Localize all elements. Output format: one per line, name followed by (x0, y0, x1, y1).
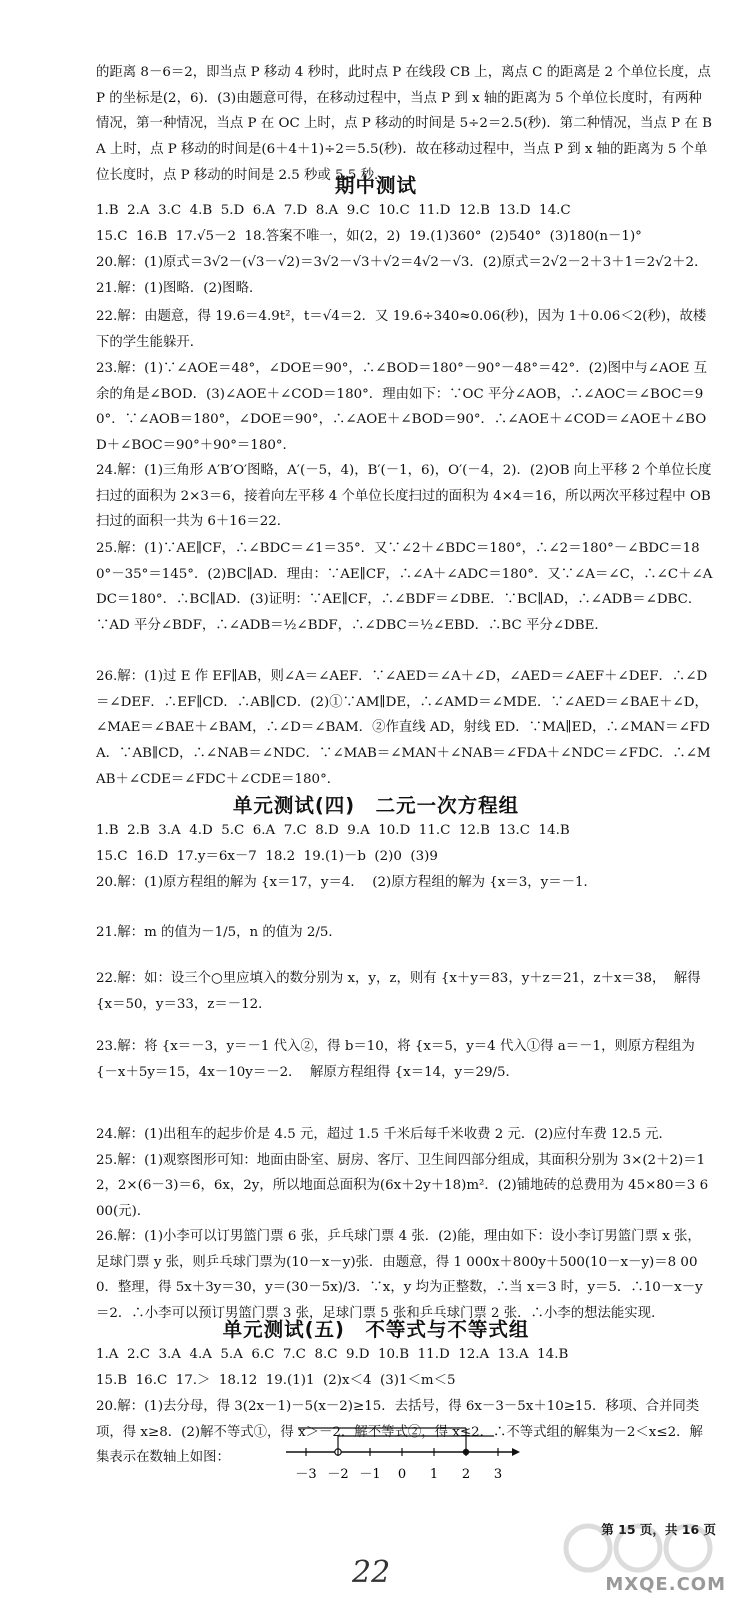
number-line-tick-label: 2 (461, 1467, 471, 1482)
watermark-text: MXQE.COM (605, 1574, 726, 1595)
paragraph-prev-answer: 的距离 8－6＝2，即当点 P 移动 4 秒时，此时点 P 在线段 CB 上，离点 C 的距离是 2 个单位长度，点 P 的坐标是(2，6)．(3)由题意可得，在移动过程中，当点 P 到 x 轴的距离为 5 个单位长度时，有两种情况，第一种情况，当点 P 在 OC 上时，点 P 移动的时间是 5÷2＝2.5(秒)．第二种情况，当点 P 在 BA 上时，点 P 移动的时间是(6＋4＋1)÷2＝5.5(秒)．故在移动过程中，当点 P 到 x 轴的距离为 5 个单位长度时，点 P 移动的时间是 2.5 秒或 5.5 秒． (96, 65, 716, 183)
number-line-tick-label: 3 (493, 1467, 503, 1482)
unit4-choice-answers: 1.B 2.B 3.A 4.D 5.C 6.A 7.C 8.D 9.A 10.D 11.C 12.B 13.C 14.B 15.C 16.D 17.y＝6x－7 18.2 19.(1)－b (2)0 (3)9 (96, 823, 570, 864)
midterm-answer-20-21: 20.解：(1)原式＝3√2－(√3－√2)＝3√2－√3＋√2＝4√2－√3．(2)原式＝2√2－2＋3＋1＝2√2＋2． 21.解：(1)图略．(2)图略． (96, 255, 708, 296)
midterm-answer-26: 26.解：(1)过 E 作 EF∥AB，则∠A＝∠AEF．∵∠AED＝∠A＋∠D，∠AED＝∠AEF＋∠DEF．∴∠D＝∠DEF．∴EF∥CD．∴AB∥CD．(2)①∵AM∥DE，∴∠AMD＝∠MDE．∵∠AED＝∠BAE＋∠D，∠MAE＝∠BAE＋∠BAM，∴∠D＝∠BAM．②作直线 AD，射线 ED．∵MA∥ED，∴∠MAN＝∠FDA．∵AB∥CD，∴∠NAB＝∠NDC．∵∠MAB＝∠MAN＋∠NAB＝∠FDA＋∠NDC＝∠FDC．∴∠MAB＋∠CDE＝∠FDC＋∠CDE＝180°． (96, 669, 711, 787)
unit4-answer-23: 23.解：将 {x＝－3，y＝－1 代入②，得 b＝10，将 {x＝5，y＝4 代入①得 a＝－1，则原方程组为 {－x＋5y＝15，4x－10y＝－2． 解原方程组得 {x＝14，y＝29/5． (96, 1039, 700, 1080)
heading-unit-test-4: 单元测试(四) 二元一次方程组 (232, 794, 520, 817)
number-line-tick-label: 0 (397, 1467, 407, 1482)
midterm-choice-answers: 1.B 2.A 3.C 4.B 5.D 6.A 7.D 8.A 9.C 10.C 11.D 12.B 13.D 14.C 15.C 16.B 17.√5－2 18.答案不唯一，如(2，2) 19.(1)360° (2)540° (3)180(n－1)° (96, 203, 642, 244)
heading-midterm-test: 期中测试 (334, 174, 417, 197)
number-line-tick-label: －3 (295, 1467, 317, 1482)
midterm-answer-24: 24.解：(1)三角形 A′B′O′图略，A′(－5，4)，B′(－1，6)，O′(－4，2)．(2)OB 向上平移 2 个单位长度扫过的面积为 2×3＝6，接着向左平移 4 个单位长度扫过的面积为 4×4＝16，所以两次平移过程中 OB 扫过的面积一共为 6＋16＝22． (96, 463, 716, 530)
number-line-tick-label: －1 (359, 1467, 381, 1482)
unit4-answer-26: 26.解：(1)小李可以订男篮门票 6 张，乒乓球门票 4 张．(2)能，理由如下：设小李订男篮门票 x 张，足球门票 y 张，则乒乓球门票为(10－x－y)张．由题意，得 1 000x＋800y＋500(10－x－y)＝8 000．整理，得 5x＋3y＝30，y＝(30－5x)/3．∵x，y 均为正整数，∴当 x＝3 时，y＝5．∴10－x－y＝2．∴小李可以预订男篮门票 3 张，足球门票 5 张和乒乓球门票 2 张．∴小李的想法能实现． (96, 1229, 703, 1322)
unit4-answer-24-25: 24.解：(1)出租车的起步价是 4.5 元，超过 1.5 千米后每千米收费 2 元．(2)应付车费 12.5 元． 25.解：(1)观察图形可知：地面由卧室、厨房、客厅、卫生间四部分组成，其面积分别为 3×(2＋2)＝12，2×(6－3)＝6，6x，2y，所以地面总面积为(6x＋2y＋18)m²．(2)铺地砖的总费用为 45×80＝3 600(元)． (96, 1127, 709, 1220)
unit4-answer-21: 21.解：m 的值为－1/5，n 的值为 2/5． (96, 925, 342, 940)
unit5-answer-20: 20.解：(1)去分母，得 3(2x－1)－5(x－2)≥15．去括号，得 6x－3－5x＋10≥15．移项、合并同类项，得 x≥8．(2)解不等式①，得 x＞－2．解不等式②，得 x≤2．∴不等式组的解集为－2＜x≤2．解集表示在数轴上如图： (96, 1399, 703, 1466)
number-line-tick-label: 1 (429, 1467, 439, 1482)
heading-unit-test-5: 单元测试(五) 不等式与不等式组 (222, 1318, 530, 1341)
number-line-diagram (280, 1422, 520, 1494)
number-line-tick-label: －2 (327, 1467, 349, 1482)
midterm-answer-22: 22.解：由题意，得 19.6＝4.9t²，t＝√4＝2．又 19.6÷340≈0.06(秒)，因为 1＋0.06＜2(秒)，故楼下的学生能躲开． (96, 309, 707, 350)
handwritten-page-number: 22 (352, 1555, 391, 1590)
midterm-answer-25: 25.解：(1)∵AE∥CF，∴∠BDC＝∠1＝35°．又∵∠2＋∠BDC＝180°，∴∠2＝180°－∠BDC＝180°－35°＝145°．(2)BC∥AD．理由：∵AE∥CF，∴∠A＋∠ADC＝180°．又∵∠A＝∠C，∴∠C＋∠ADC＝180°．∴BC∥AD．(3)证明：∵AE∥CF，∴∠BDF＝∠DBE．∵BC∥AD，∴∠ADB＝∠DBC．∵AD 平分∠BDF，∴∠ADB＝½∠BDF，∴∠DBC＝½∠EBD．∴BC 平分∠DBE． (96, 541, 713, 634)
unit4-answer-20: 20.解：(1)原方程组的解为 {x＝17，y＝4． (2)原方程组的解为 {x＝3，y＝－1． (96, 875, 597, 890)
unit4-answer-22: 22.解：如：设三个○里应填入的数分别为 x，y，z，则有 {x＋y＝83，y＋z＝21，z＋x＝38， 解得 {x＝50，y＝33，z＝－12． (96, 971, 705, 1012)
unit5-choice-answers: 1.A 2.C 3.A 4.A 5.A 6.C 7.C 8.C 9.D 10.B 11.D 12.A 13.A 14.B 15.B 16.C 17.＞ 18.12 19.(1)1 (2)x＜4 (3)1＜m＜5 (96, 1347, 569, 1388)
midterm-answer-23: 23.解：(1)∵∠AOE＝48°，∠DOE＝90°，∴∠BOD＝180°－90°－48°＝42°．(2)图中与∠AOE 互余的角是∠BOD．(3)∠AOE＋∠COD＝180°．理由如下：∵OC 平分∠AOB，∴∠AOC＝∠BOC＝90°．∵∠AOB＝180°，∠DOE＝90°，∴∠AOE＋∠BOD＝90°．∴∠AOE＋∠COD＝∠AOE＋∠BOD＋∠BOC＝90°＋90°＝180°． (96, 361, 708, 454)
page-footer: 第 15 页，共 16 页 (601, 1522, 716, 1537)
